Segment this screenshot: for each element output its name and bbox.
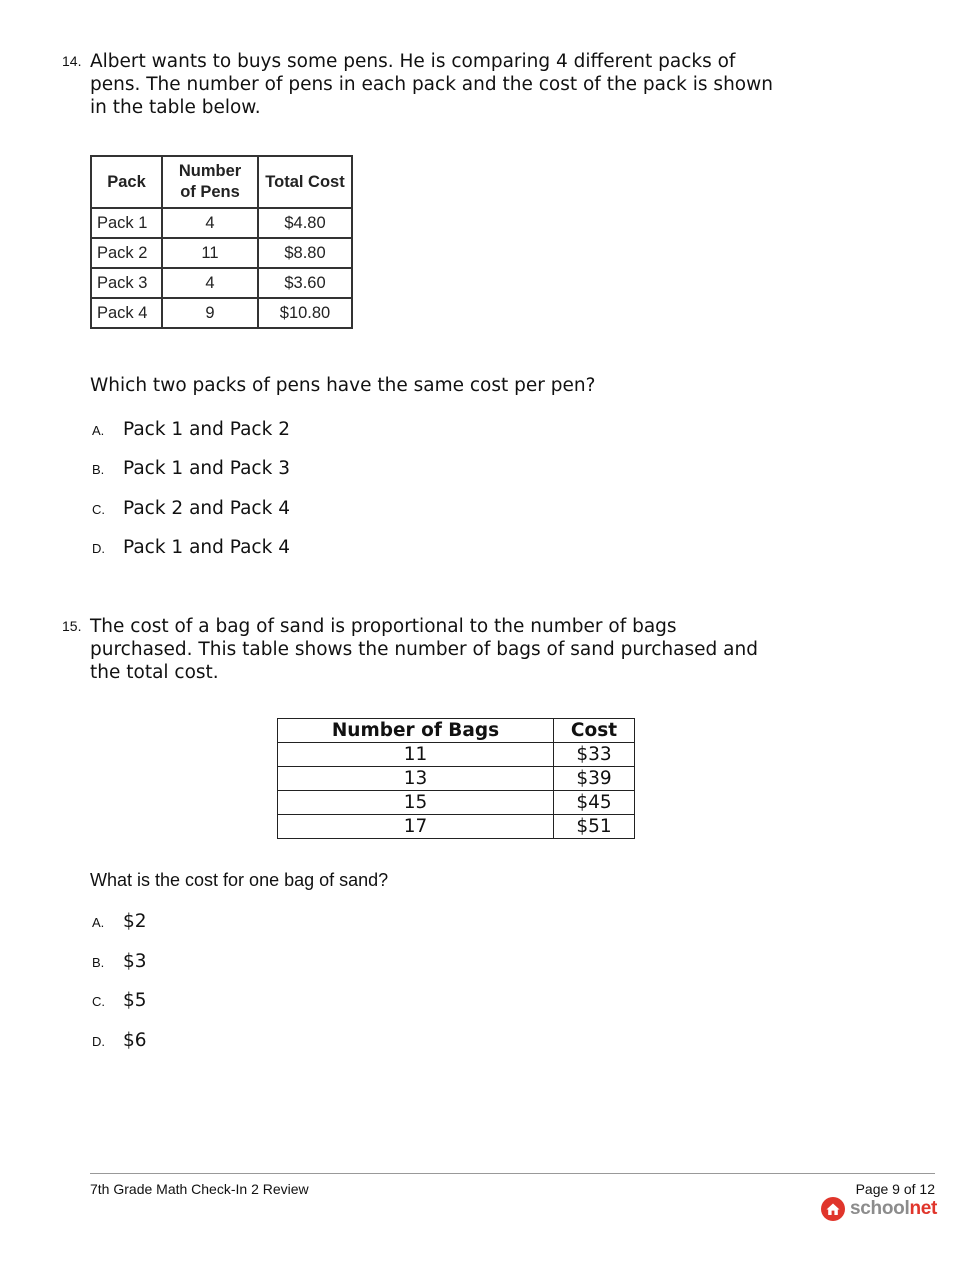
question-15-stem-line: the total cost. — [90, 662, 219, 683]
table-cell: $3.60 — [258, 268, 352, 298]
question-14-stem-line: pens. The number of pens in each pack and the cost of the pack is shown — [90, 74, 773, 95]
choice-text: $6 — [123, 1030, 147, 1051]
question-15-prompt: What is the cost for one bag of sand? — [90, 870, 389, 890]
column-header-line: Number — [178, 162, 242, 180]
house-icon — [821, 1197, 845, 1221]
question-14-prompt: Which two packs of pens have the same cost per pen? — [90, 375, 596, 396]
table-row — [278, 743, 635, 767]
question-14-stem-line: Albert wants to buys some pens. He is comparing 4 different packs of — [90, 51, 736, 72]
choice-letter: D. — [92, 1034, 105, 1049]
table-row — [278, 815, 635, 839]
table-cell: 11 — [162, 238, 258, 268]
footer-title: 7th Grade Math Check-In 2 Review — [90, 1181, 309, 1197]
table-row — [91, 298, 352, 328]
table-cell: $51 — [554, 815, 635, 839]
logo-wordmark-net: net — [909, 1198, 938, 1219]
table-cell: Pack 4 — [91, 298, 162, 328]
choice-letter: B. — [92, 462, 105, 477]
table-cell: 4 — [162, 268, 258, 298]
table-cell: 4 — [162, 208, 258, 238]
column-header-number-of-bags: Number of Bags — [278, 719, 554, 743]
pens-table — [90, 155, 353, 329]
question-15-stem-line: The cost of a bag of sand is proportional to the number of bags — [90, 616, 677, 637]
table-row — [278, 791, 635, 815]
table-row — [91, 208, 352, 238]
table-cell: $33 — [554, 743, 635, 767]
table-cell: 13 — [278, 767, 554, 791]
table-cell: 17 — [278, 815, 554, 839]
table-cell: Pack 3 — [91, 268, 162, 298]
table-cell: $10.80 — [258, 298, 352, 328]
table-cell: Pack 1 — [91, 208, 162, 238]
schoolnet-logo — [821, 1196, 937, 1222]
choice-letter: B. — [92, 955, 105, 970]
table-row — [278, 767, 635, 791]
table-row — [91, 268, 352, 298]
table-cell: Pack 2 — [91, 238, 162, 268]
table-cell: 9 — [162, 298, 258, 328]
table-cell: $4.80 — [258, 208, 352, 238]
page-number: Page 9 of 12 — [855, 1181, 935, 1197]
column-header-number-of-pens — [162, 156, 258, 208]
choice-text: Pack 1 and Pack 2 — [123, 419, 290, 440]
table-cell: $45 — [554, 791, 635, 815]
choice-letter: C. — [92, 994, 105, 1009]
table-cell: $8.80 — [258, 238, 352, 268]
table-row — [91, 238, 352, 268]
choice-letter: D. — [92, 541, 105, 556]
column-header-total-cost: Total Cost — [258, 156, 352, 208]
question-14-number: 14. — [62, 53, 82, 69]
sand-table — [277, 718, 635, 839]
choice-text: Pack 1 and Pack 4 — [123, 537, 290, 558]
question-14-stem-line: in the table below. — [90, 97, 261, 118]
question-15-stem — [90, 615, 758, 684]
choice-text: Pack 2 and Pack 4 — [123, 498, 290, 519]
logo-wordmark — [850, 1198, 937, 1220]
choice-letter: C. — [92, 502, 105, 517]
table-cell: $39 — [554, 767, 635, 791]
choice-letter: A. — [92, 423, 105, 438]
table-cell: 15 — [278, 791, 554, 815]
table-header-row — [91, 156, 352, 208]
logo-wordmark-school: school — [850, 1198, 910, 1219]
column-header-cost: Cost — [554, 719, 635, 743]
footer-divider — [90, 1173, 935, 1174]
question-15-stem-line: purchased. This table shows the number of bags of sand purchased and — [90, 639, 758, 660]
choice-letter: A. — [92, 915, 105, 930]
choice-text: Pack 1 and Pack 3 — [123, 458, 290, 479]
question-15-number: 15. — [62, 618, 82, 634]
choice-text: $2 — [123, 911, 147, 932]
choice-text: $3 — [123, 951, 147, 972]
question-14-stem — [90, 50, 773, 119]
choice-text: $5 — [123, 990, 147, 1011]
column-header-pack: Pack — [91, 156, 162, 208]
table-header-row — [278, 719, 635, 743]
table-cell: 11 — [278, 743, 554, 767]
column-header-line: of Pens — [180, 183, 240, 201]
